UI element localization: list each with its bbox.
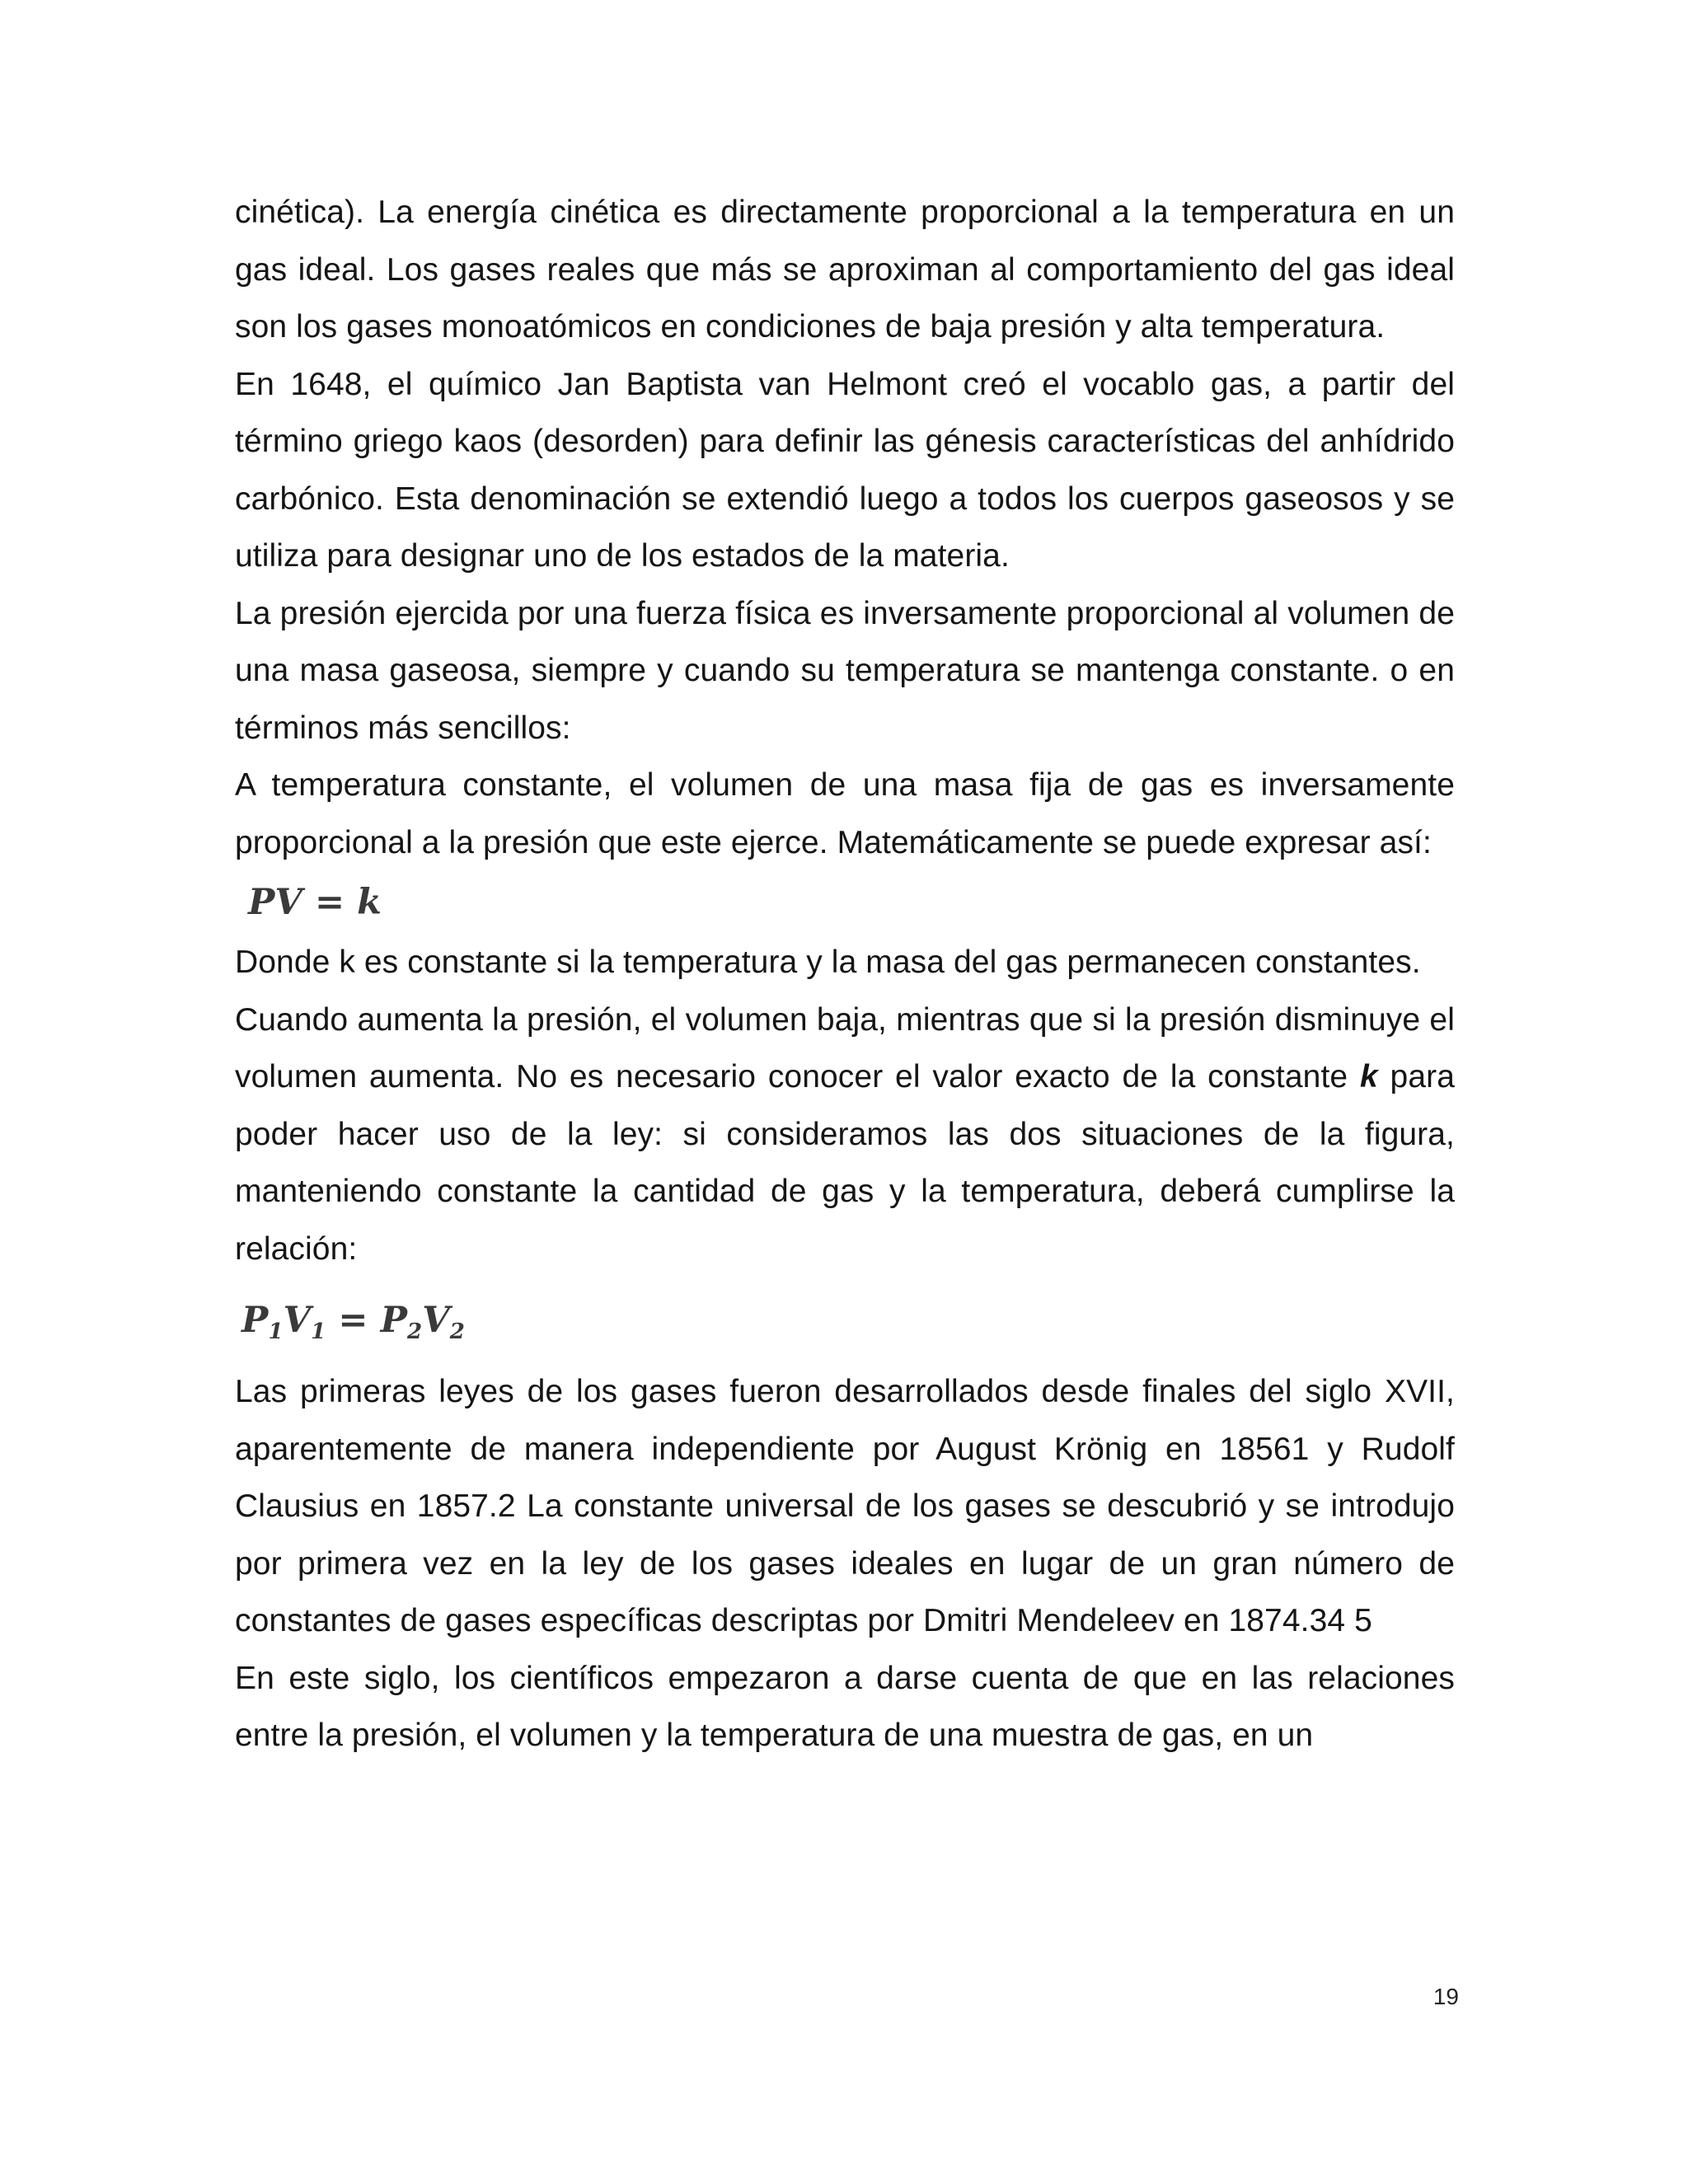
paragraph-pressure-volume-text-a: Cuando aumenta la presión, el volumen baja, mientras que si la presión disminuye el volumen aumenta. No es necesario conocer el valor exacto de la constante [235, 1001, 1455, 1094]
eq2-v1: V [283, 1300, 312, 1341]
paragraph-pressure: La presión ejercida por una fuerza física es inversamente proporcional al volumen de una masa gaseosa, siempre y cuando su temperatura se mantenga constante. o en términos más sencillos: [235, 595, 1455, 746]
paragraph-helmont: En 1648, el químico Jan Baptista van Helmont creó el vocablo gas, a partir del término griego kaos (desorden) para definir las génesis características del anhídrido carbónico. Esta denominación se extendió luego a todos los cuerpos gaseosos y se utiliza para designar uno de los estados de la materia. [235, 366, 1455, 574]
eq2-v2: V [422, 1300, 450, 1341]
eq2-p1: P [241, 1300, 269, 1341]
equation-p1v1-p2v2 [241, 1297, 1455, 1343]
constant-k-bold: k [1359, 1059, 1378, 1094]
paragraph-pressure-volume-text-b: para poder hacer uso de la ley: si consideramos las dos situaciones de la figura, manteniendo constante la cantidad de gas y la temperatura, deberá cumplirse la relación: [235, 1059, 1455, 1267]
page-number: 19 [1432, 1984, 1459, 2009]
paragraph-pressure-volume [235, 991, 1455, 1278]
eq2-sub-1: 1 [268, 1319, 284, 1344]
eq2-p2: P [380, 1300, 408, 1341]
eq2-sub-3: 2 [407, 1319, 423, 1344]
eq2-sub-4: 2 [449, 1319, 465, 1344]
paragraph-scientists: En este siglo, los científicos empezaron a darse cuenta de que en las relaciones entre la presión, el volumen y la temperatura de una muestra de gas, en un [235, 1660, 1455, 1753]
equation-pv-k: PV = k [248, 882, 382, 923]
paragraph-kinetic-energy: cinética). La energía cinética es directamente proporcional a la temperatura en un gas ideal. Los gases reales que más se aproximan al comportamiento del gas ideal son los gases monoatómicos en condiciones de baja presión y alta temperatura. [235, 194, 1455, 344]
eq2-equals: = [326, 1300, 381, 1341]
paragraph-boyle-law: A temperatura constante, el volumen de una masa fija de gas es inversamente proporcional a la presión que este ejerce. Matemáticamente se puede expresar así: [235, 767, 1455, 860]
eq2-sub-2: 1 [311, 1319, 326, 1344]
paragraph-gas-laws-history: Las primeras leyes de los gases fueron desarrollados desde finales del siglo XVII, aparentemente de manera independiente por August Krönig en 18561 y Rudolf Clausius en 1857.2 La constante universal de los gases se descubrió y se introdujo por primera vez en la ley de los gases ideales en lugar de un gran número de constantes de gases específicas descriptas por Dmitri Mendeleev en 1874.34 5 [235, 1374, 1455, 1638]
document-body [235, 184, 1455, 1765]
paragraph-k-constant: Donde k es constante si la temperatura y la masa del gas permanecen constantes. [235, 944, 1421, 980]
